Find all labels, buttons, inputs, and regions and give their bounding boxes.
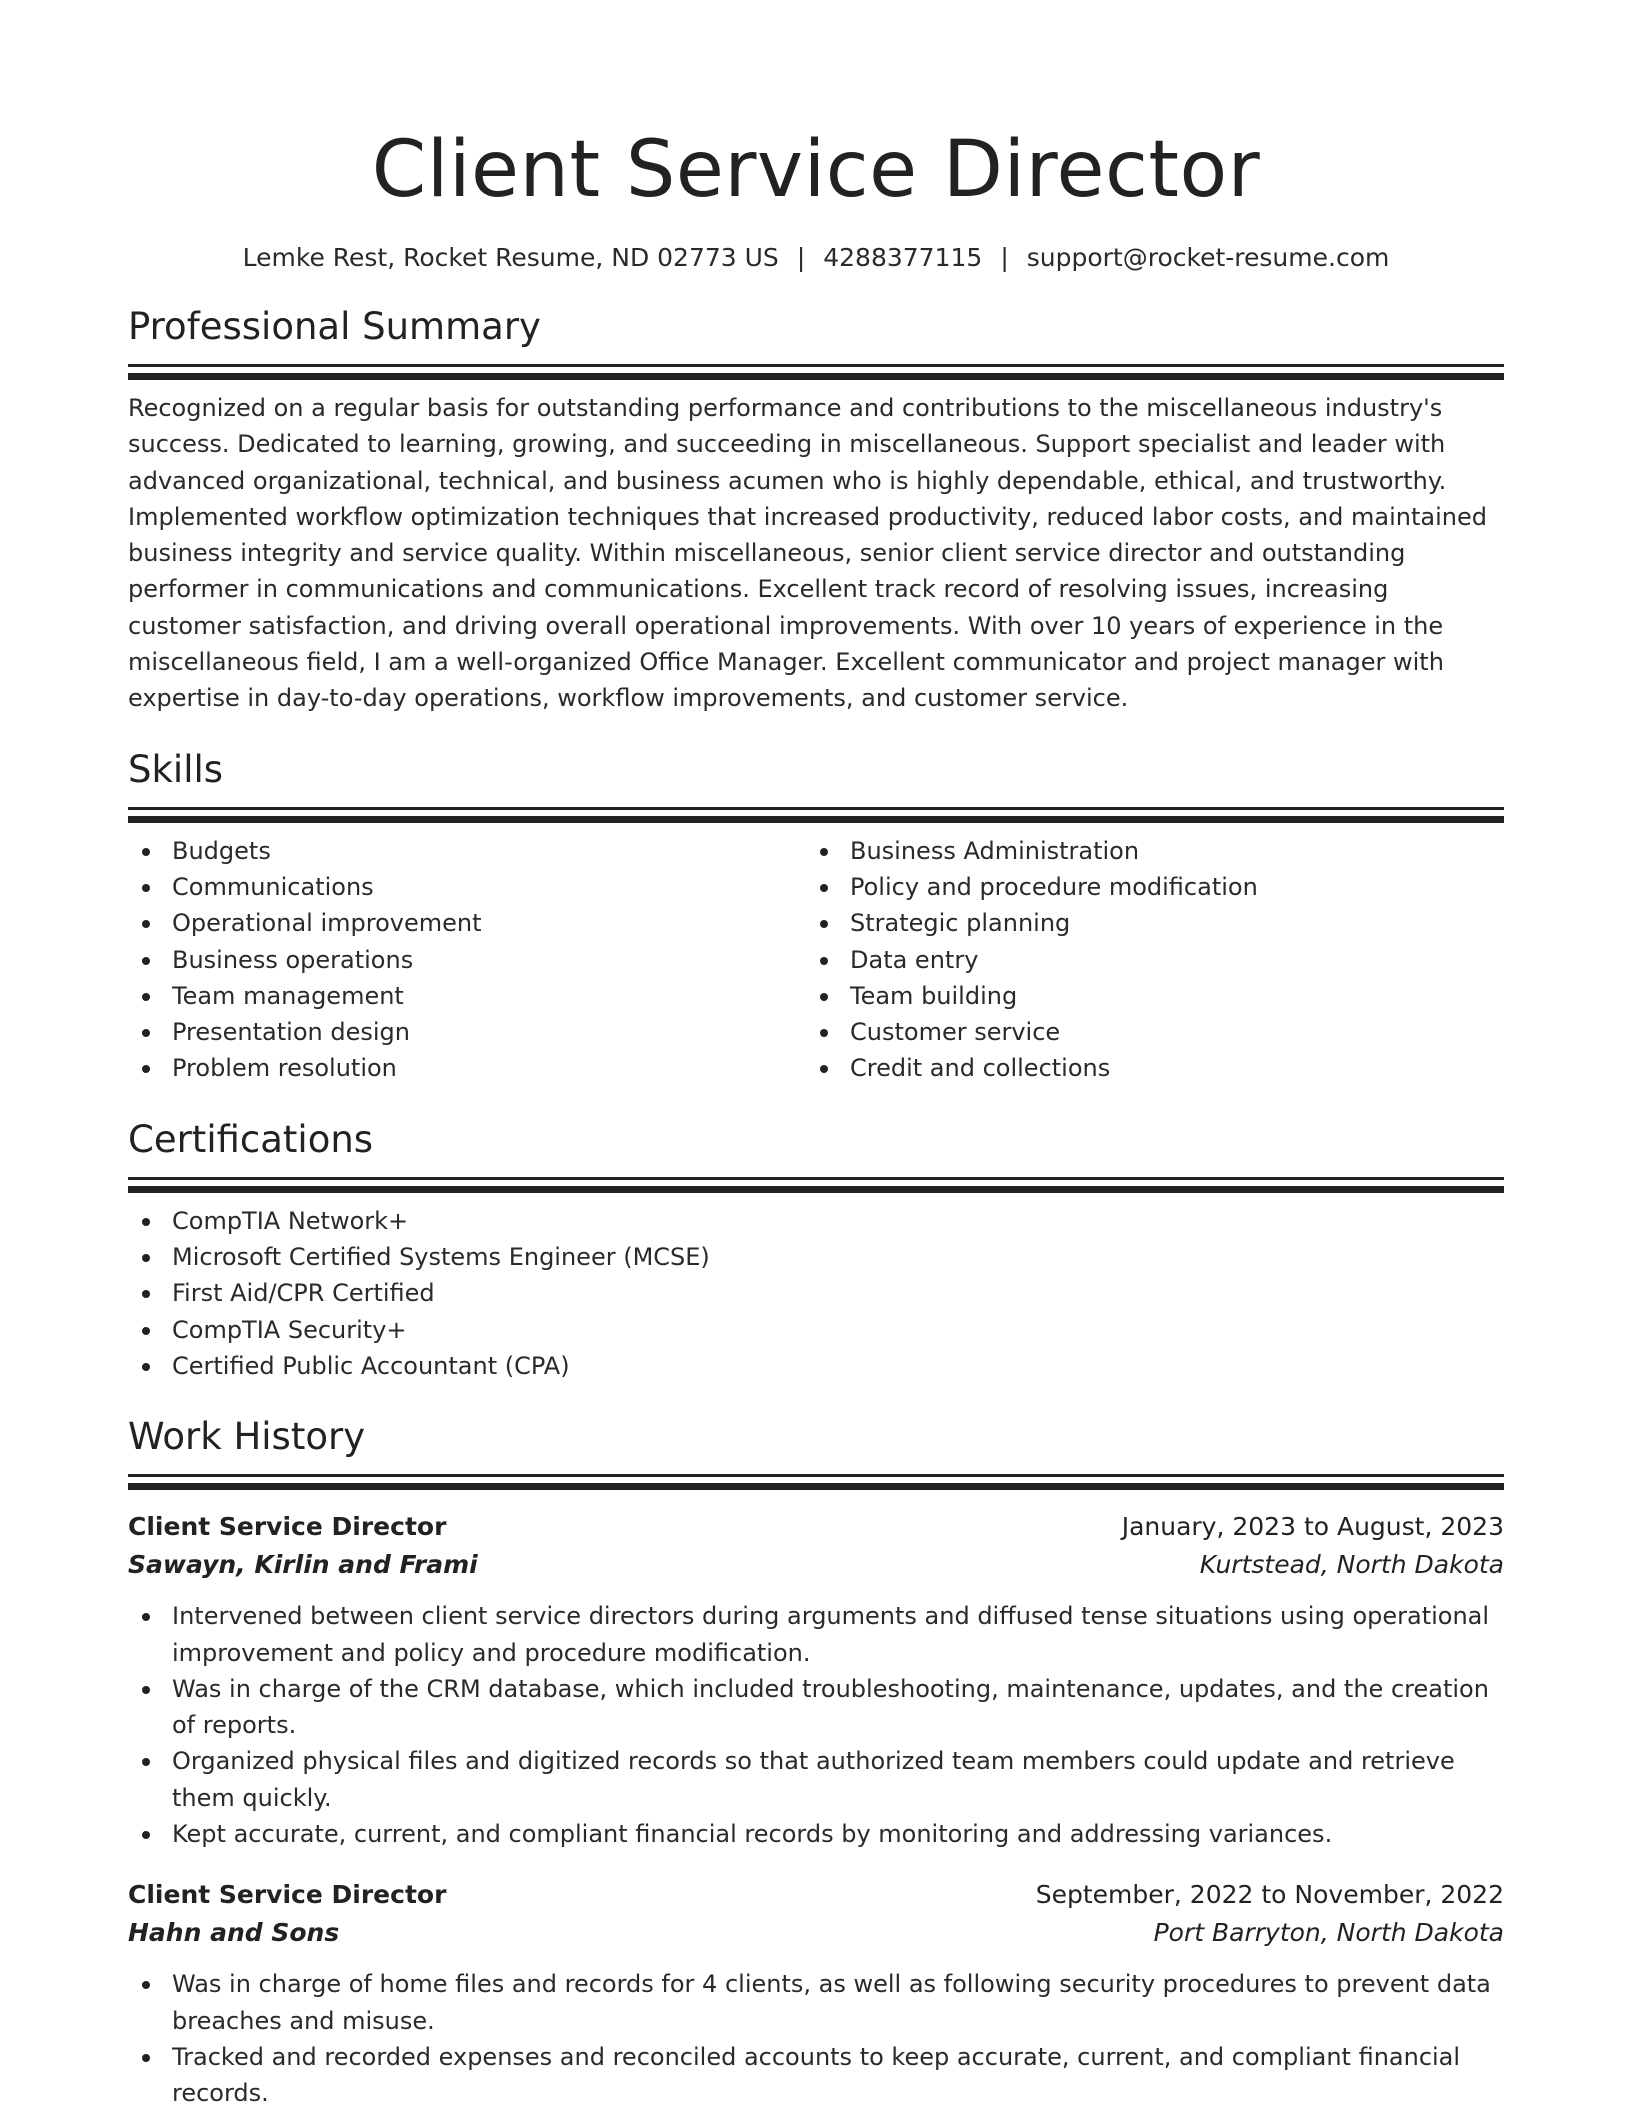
- job-company: Hahn and Sons: [128, 1918, 340, 1948]
- job-entry: [128, 1508, 1504, 1852]
- certification-item: First Aid/CPR Certified: [128, 1275, 1504, 1311]
- job-location: Kurtstead, North Dakota: [1199, 1550, 1504, 1580]
- section-divider-thick: [128, 1186, 1504, 1193]
- certification-item: Microsoft Certified Systems Engineer (MCSE): [128, 1239, 1504, 1275]
- job-title: Client Service Director: [128, 1880, 447, 1910]
- contact-address: Lemke Rest, Rocket Resume, ND 02773 US: [242, 243, 779, 272]
- skill-item: Budgets: [128, 833, 806, 869]
- work-history-heading: Work History: [128, 1415, 366, 1459]
- summary-text: Recognized on a regular basis for outstanding performance and contributions to the miscellaneous industry's success. Dedicated to learning, growing, and succeeding in miscellaneous. Support specialist and leader with advanced organizational, technical, and business acumen who is highly dependable, ethical, and trustworthy. Implemented workflow optimization techniques that increased productivity, reduced labor costs, and maintained business integrity and service quality. Within miscellaneous, senior client service director and outstanding performer in communications and communications. Excellent track record of resolving issues, increasing customer satisfaction, and driving overall operational improvements. With over 10 years of experience in the miscellaneous field, I am a well-organized Office Manager. Excellent communicator and project manager with expertise in day-to-day operations, workflow improvements, and customer service.: [128, 394, 1487, 713]
- summary-heading: Professional Summary: [128, 305, 541, 348]
- section-divider: [128, 1474, 1504, 1477]
- certifications-heading: Certifications: [128, 1117, 374, 1161]
- job-company: Sawayn, Kirlin and Frami: [128, 1550, 478, 1580]
- certification-item: CompTIA Network+: [128, 1203, 1504, 1239]
- skills-list-left: [128, 833, 806, 1087]
- skill-item: Presentation design: [128, 1014, 806, 1050]
- skill-item: Policy and procedure modification: [806, 869, 1484, 905]
- section-divider-thick: [128, 816, 1504, 823]
- job-subheader: [128, 1914, 1504, 1952]
- section-divider: [128, 1177, 1504, 1180]
- contact-separator: |: [796, 243, 806, 272]
- skill-item: Communications: [128, 869, 806, 905]
- contact-email: support@rocket-resume.com: [1026, 243, 1390, 272]
- job-header: [128, 1508, 1504, 1546]
- skill-item: Operational improvement: [128, 905, 806, 941]
- contact-line: [128, 242, 1504, 274]
- skills-grid: [128, 833, 1504, 1087]
- skill-item: Data entry: [806, 942, 1484, 978]
- resume-page: [128, 0, 1504, 2112]
- job-bullet: Was in charge of the CRM database, which included troubleshooting, maintenance, updates, and the creation of reports.: [128, 1671, 1504, 1744]
- certifications-list: [128, 1203, 1504, 1384]
- job-bullet: Kept accurate, current, and compliant financial records by monitoring and addressing variances.: [128, 1816, 1504, 1852]
- job-subheader: [128, 1546, 1504, 1584]
- skill-item: Team management: [128, 978, 806, 1014]
- skill-item: Business Administration: [806, 833, 1484, 869]
- job-bullet: Intervened between client service directors during arguments and diffused tense situations using operational improvement and policy and procedure modification.: [128, 1598, 1504, 1671]
- certification-item: CompTIA Security+: [128, 1312, 1504, 1348]
- section-divider: [128, 807, 1504, 810]
- work-history-section: [128, 1414, 1504, 2111]
- job-bullets: [128, 1966, 1504, 2111]
- job-dates: September, 2022 to November, 2022: [1035, 1880, 1504, 1910]
- skills-heading: Skills: [128, 747, 224, 791]
- contact-phone: 4288377115: [823, 243, 983, 272]
- job-title: Client Service Director: [128, 1512, 447, 1542]
- resume-title: Client Service Director: [371, 125, 1261, 215]
- skill-item: Team building: [806, 978, 1484, 1014]
- skills-list-right: [806, 833, 1484, 1087]
- section-divider-thick: [128, 373, 1504, 380]
- contact-separator: |: [1000, 243, 1009, 272]
- job-bullet: Organized physical files and digitized records so that authorized team members could update and retrieve them quickly.: [128, 1743, 1504, 1816]
- section-divider: [128, 364, 1504, 367]
- job-entry: [128, 1876, 1504, 2111]
- skill-item: Customer service: [806, 1014, 1484, 1050]
- job-dates: January, 2023 to August, 2023: [1121, 1512, 1504, 1542]
- job-bullet: Tracked and recorded expenses and reconciled accounts to keep accurate, current, and compliant financial records.: [128, 2039, 1504, 2112]
- job-bullet: Was in charge of home files and records for 4 clients, as well as following security procedures to prevent data breaches and misuse.: [128, 1966, 1504, 2039]
- job-header: [128, 1876, 1504, 1914]
- certifications-section: [128, 1117, 1504, 1384]
- skill-item: Business operations: [128, 942, 806, 978]
- summary-section: [128, 304, 1504, 717]
- job-location: Port Barryton, North Dakota: [1153, 1918, 1504, 1948]
- certification-item: Certified Public Accountant (CPA): [128, 1348, 1504, 1384]
- section-divider-thick: [128, 1483, 1504, 1490]
- job-bullets: [128, 1598, 1504, 1852]
- skill-item: Credit and collections: [806, 1050, 1484, 1086]
- skills-section: [128, 747, 1504, 1087]
- skill-item: Problem resolution: [128, 1050, 806, 1086]
- skill-item: Strategic planning: [806, 905, 1484, 941]
